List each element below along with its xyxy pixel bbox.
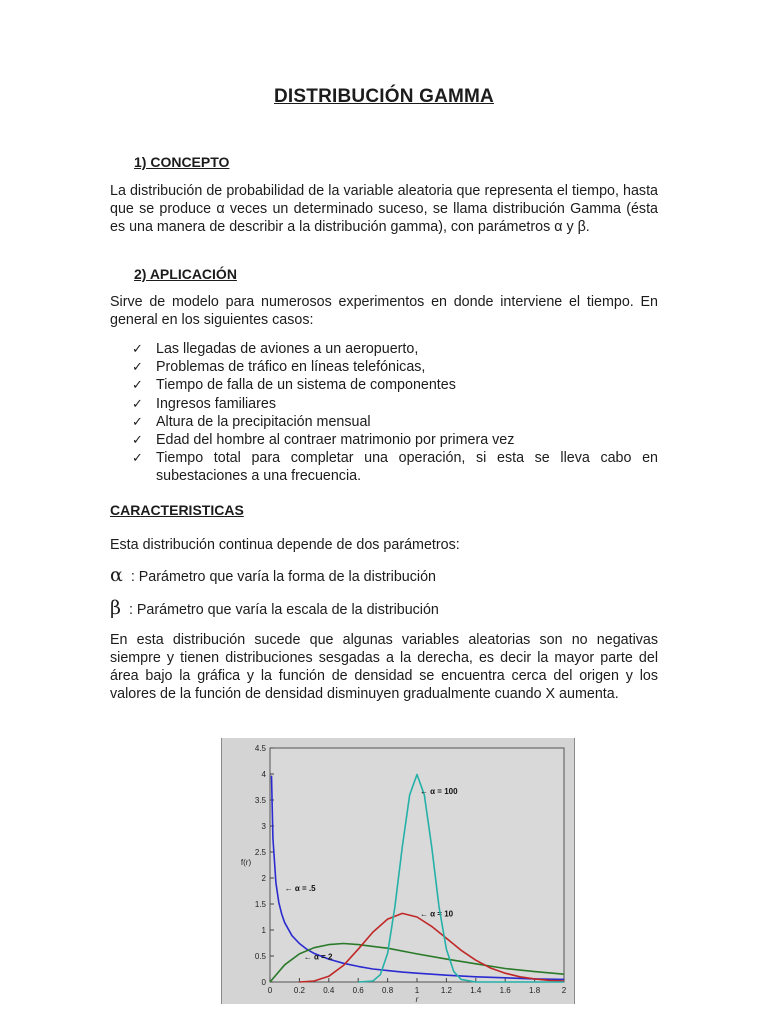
checklist-item: [132, 340, 658, 358]
gamma-density-chart: [221, 738, 575, 1004]
aplicacion-checklist: [132, 340, 658, 486]
x-tick-label: 1.4: [470, 986, 482, 995]
caracteristicas-intro: Esta distribución continua depende de dos parámetros:: [110, 537, 460, 553]
checkmark-icon: ✓: [132, 359, 143, 375]
checklist-item-text: Edad del hombre al contraer matrimonio por primera vez: [156, 432, 515, 449]
series-label: ← α = 100: [419, 786, 458, 796]
x-tick-label: 1.2: [440, 986, 452, 995]
x-tick-label: 0.8: [382, 986, 394, 995]
section-heading-caracteristicas: CARACTERISTICAS: [110, 502, 244, 518]
checklist-item: [132, 449, 658, 485]
x-tick-label: 0.2: [293, 986, 305, 995]
y-tick-label: 0.5: [254, 952, 266, 961]
checkmark-icon: ✓: [132, 413, 143, 429]
y-tick-label: 1: [261, 926, 266, 935]
checkmark-icon: ✓: [132, 377, 143, 393]
x-tick-label: 1.8: [529, 986, 541, 995]
x-axis-label: r: [415, 995, 419, 1004]
checkmark-icon: ✓: [132, 395, 143, 411]
x-tick-label: 1: [414, 986, 420, 995]
x-tick-label: 0.4: [323, 986, 335, 995]
section-heading-concepto: 1) CONCEPTO: [134, 154, 230, 170]
y-tick-label: 1.5: [254, 900, 266, 909]
alpha-description: : Parámetro que varía la forma de la distribución: [126, 569, 436, 585]
series-label: ← α = .5: [284, 884, 316, 893]
checklist-item-text: Tiempo de falla de un sistema de componentes: [156, 377, 456, 394]
y-axis-label: f(r): [240, 858, 252, 867]
checklist-item: [132, 376, 658, 394]
beta-symbol: β: [110, 597, 121, 619]
alpha-parameter-row: [110, 564, 436, 586]
y-tick-label: 0: [261, 978, 266, 987]
checklist-item-text: Altura de la precipitación mensual: [156, 413, 371, 430]
y-tick-label: 4.5: [254, 744, 266, 753]
caracteristicas-paragraph: En esta distribución sucede que algunas variables aleatorias son no negativas siempre y tienen distribuciones sesgadas a la derecha, es decir la mayor parte del área bajo la gráfica y la función de densidad se encuentra cerca del origen y los valores de la función de densidad disminuyen gradualmente cuando X aumenta.: [110, 632, 658, 702]
section-heading-aplicacion: 2) APLICACIÓN: [134, 266, 237, 282]
beta-description: : Parámetro que varía la escala de la distribución: [124, 602, 439, 618]
x-tick-label: 1.6: [499, 986, 511, 995]
alpha-symbol: α: [110, 564, 123, 586]
checklist-item: [132, 395, 658, 413]
series-label: ← α = 2: [303, 952, 333, 962]
checklist-item: [132, 431, 658, 449]
series-label: ← α = 10: [419, 909, 454, 919]
gamma-density-chart-svg: [222, 738, 574, 1004]
checklist-item-text: Las llegadas de aviones a un aeropuerto,: [156, 341, 419, 357]
checklist-item: [132, 413, 658, 431]
y-tick-label: 3.5: [254, 796, 266, 805]
checkmark-icon: ✓: [132, 432, 143, 448]
checklist-item: [132, 358, 658, 376]
x-tick-label: 2: [561, 986, 567, 995]
y-tick-label: 2: [261, 874, 266, 883]
document-title: DISTRIBUCIÓN GAMMA: [274, 86, 494, 107]
beta-parameter-row: [110, 597, 439, 619]
checkmark-icon: ✓: [132, 450, 143, 466]
aplicacion-paragraph: Sirve de modelo para numerosos experimentos en donde interviene el tiempo. En general en los siguientes casos:: [110, 294, 658, 328]
checklist-item-text: Tiempo total para completar una operación, si esta se lleva cabo en subestaciones a una frecuencia.: [156, 450, 658, 485]
concepto-paragraph: La distribución de probabilidad de la variable aleatoria que representa el tiempo, hasta que se produce α veces un determinado suceso, se llama distribución Gamma (ésta es una manera de describir a la distribución gamma), con parámetros α y β.: [110, 183, 658, 235]
y-tick-label: 4: [261, 770, 266, 779]
y-tick-label: 2.5: [254, 848, 266, 857]
checkmark-icon: ✓: [132, 341, 143, 356]
checklist-item-text: Problemas de tráfico en líneas telefónicas,: [156, 359, 426, 376]
checklist-item-text: Ingresos familiares: [156, 395, 276, 412]
x-tick-label: 0: [267, 986, 273, 995]
y-tick-label: 3: [261, 822, 266, 831]
x-tick-label: 0.6: [352, 986, 364, 995]
